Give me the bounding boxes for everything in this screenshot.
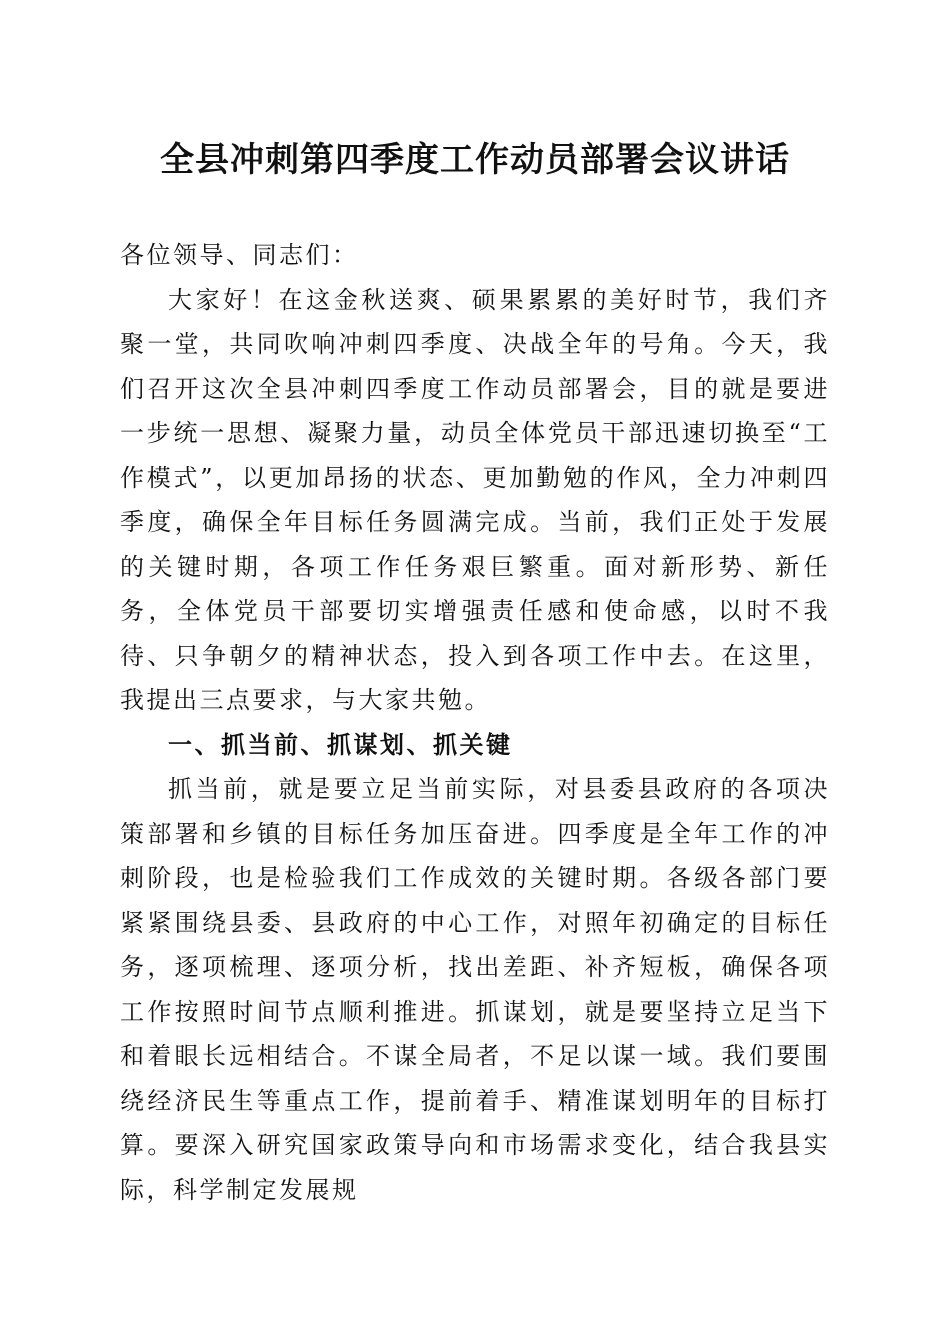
section-1-paragraph: 抓当前，就是要立足当前实际，对县委县政府的各项决策部署和乡镇的目标任务加压奋进。四季度是全年工作的冲刺阶段，也是检验我们工作成效的关键时期。各级各部门要紧紧围绕县委、县政府的中心工作，对照年初确定的目标任务，逐项梳理、逐项分析，找出差距、补齐短板，确保各项工作按照时间节点顺利推进。抓谋划，就是要坚持立足当下和着眼长远相结合。不谋全局者，不足以谋一域。我们要围绕经济民生等重点工作，提前着手、精准谋划明年的目标打算。要深入研究国家政策导向和市场需求变化，结合我县实际，科学制定发展规 <box>120 775 830 1204</box>
document-title: 全县冲刺第四季度工作动员部署会议讲话 <box>160 140 790 180</box>
opening-paragraph: 大家好！在这金秋送爽、硕果累累的美好时节，我们齐聚一堂，共同吹响冲刺四季度、决战全年的号角。今天，我们召开这次全县冲刺四季度工作动员部署会，目的就是要进一步统一思想、凝聚力量，动员全体党员干部迅速切换至“工作模式”，以更加昂扬的状态、更加勤勉的作风，全力冲刺四季度，确保全年目标任务圆满完成。当前，我们正处于发展的关键时期，各项工作任务艰巨繁重。面对新形势、新任务，全体党员干部要切实增强责任感和使命感，以时不我待、只争朝夕的精神状态，投入到各项工作中去。在这里，我提出三点要求，与大家共勉。 <box>120 285 830 714</box>
salutation: 各位领导、同志们： <box>120 241 359 269</box>
document-body <box>120 233 830 1212</box>
section-heading-1: 一、抓当前、抓谋划、抓关键 <box>168 730 513 759</box>
